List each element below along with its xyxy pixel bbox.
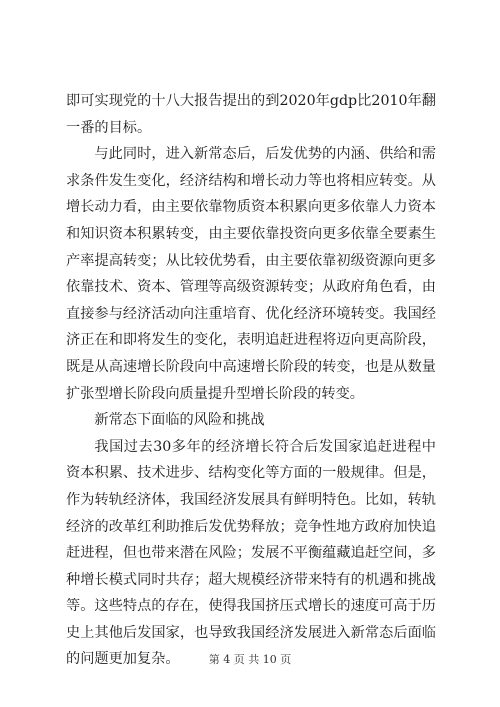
paragraph-continuation: 即可实现党的十八大报告提出的到2020年gdp比2010年翻一番的目标。 — [66, 93, 436, 136]
paragraph-risks: 我国过去30多年的经济增长符合后发国家追赶进程中资本积累、技术进步、结构变化等方面的一般规律。但是，作为转轨经济体，我国经济发展具有鲜明特色。比如，转轨经济的改革红利助推后发优势释放；竞争性地方政府加快追赶进程，但也带来潜在风险；发展不平衡蕴藏追赶空间，多种增长模式同时共存；超大规模经济带来特有的机遇和挑战等。这些特点的存在，使得我国挤压式增长的速度可高于历史上其他后发国家，也导致我国经济发展进入新常态后面临的问题更加复杂。 — [66, 438, 436, 668]
document-body — [66, 88, 436, 673]
section-heading: 新常态下面临的风险和挑战 — [94, 412, 265, 429]
paragraph-growth-drivers: 与此同时，进入新常态后，后发优势的内涵、供给和需求条件发生变化，经济结构和增长动力等也将相应转变。从增长动力看，由主要依靠物质资本积累向更多依靠人力资本和知识资本积累转变，由主要依靠投资向更多依靠全要素生产率提高转变；从比较优势看，由主要依靠初级资源向更多依靠技术、资本、管理等高级资源转变；从政府角色看，由直接参与经济活动向注重培育、优化经济环境转变。我国经济正在和即将发生的变化，表明追赶进程将迈向更高阶段，既是从高速增长阶段向中高速增长阶段的转变，也是从数量扩张型增长阶段向质量提升型增长阶段的转变。 — [66, 146, 436, 402]
page-footer: 第 4 页 共 10 页 — [208, 653, 292, 666]
